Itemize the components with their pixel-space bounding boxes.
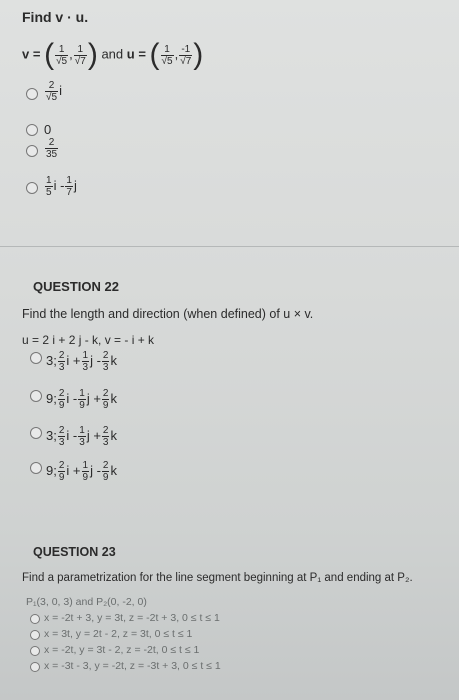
v-frac-2: $\frac{1}{√7}$ — [74, 43, 86, 67]
q22-option-4-radio[interactable] — [30, 462, 42, 474]
paren-close: ) — [87, 38, 98, 71]
q23-given: P₁(3, 0, 3) and P₂(0, -2, 0) — [26, 596, 147, 608]
q21-option-4[interactable]: $\frac{1}{5}$ i - $\frac{1}{7}$ j — [46, 175, 77, 198]
v-label: v = — [22, 46, 41, 62]
q22-option-4[interactable]: 9; $\frac{2}{9}$ i + $\frac{1}{9}$ j - $\frac{2}{9}$ k — [46, 460, 117, 483]
q22-option-3[interactable]: 3; $\frac{2}{3}$ i - $\frac{1}{3}$ j + $\frac{2}{3}$ k — [46, 425, 117, 448]
q23-prompt: Find a parametrization for the line segment beginning at P₁ and ending at P₂. — [22, 572, 413, 584]
q21-option-4-radio[interactable] — [26, 182, 38, 194]
q21-vectors: v = ( $\frac{1}{√5}$ , $\frac{1}{√7}$ ) and u = ( $\frac{1}{√5}$ , $\frac{-1}{√7}$ ) — [22, 38, 204, 71]
q22-given: u = 2 i + 2 j - k, v = - i + k — [22, 333, 155, 347]
q23-option-1[interactable]: x = -2t + 3, y = 3t, z = -2t + 3, 0 ≤ t ≤ 1 — [44, 612, 220, 624]
q23-option-1-radio[interactable] — [30, 614, 40, 624]
paren-open: ( — [44, 38, 55, 71]
q22-prompt: Find the length and direction (when defined) of u × v. — [22, 307, 314, 321]
q22-heading: QUESTION 22 — [33, 279, 119, 294]
q22-option-3-radio[interactable] — [30, 427, 42, 439]
v-frac-1: $\frac{1}{√5}$ — [56, 43, 68, 67]
q22-option-1-radio[interactable] — [30, 352, 42, 364]
q21-option-2[interactable]: 0 — [44, 122, 52, 137]
paren-close: ) — [193, 38, 204, 71]
section-divider — [0, 246, 459, 247]
q23-option-2[interactable]: x = 3t, y = 2t - 2, z = 3t, 0 ≤ t ≤ 1 — [44, 628, 193, 640]
and-label: and — [101, 46, 124, 62]
q22-option-2[interactable]: 9; $\frac{2}{9}$ i - $\frac{1}{9}$ j + $\frac{2}{9}$ k — [46, 388, 117, 411]
u-label: u = — [126, 46, 146, 62]
q23-option-4-radio[interactable] — [30, 662, 40, 672]
q21-option-3-radio[interactable] — [26, 145, 38, 157]
q23-heading: QUESTION 23 — [33, 545, 116, 559]
q23-option-2-radio[interactable] — [30, 630, 40, 640]
q23-option-3-radio[interactable] — [30, 646, 40, 656]
q22-option-1[interactable]: 3; $\frac{2}{3}$ i + $\frac{1}{3}$ j - $\frac{2}{3}$ k — [46, 350, 117, 373]
q21-option-1-radio[interactable] — [26, 88, 38, 100]
u-frac-2: $\frac{-1}{√7}$ — [180, 43, 192, 67]
q21-title: Find v · u. — [22, 9, 89, 25]
q21-option-2-radio[interactable] — [26, 124, 38, 136]
q23-option-4[interactable]: x = -3t - 3, y = -2t, z = -3t + 3, 0 ≤ t ≤ 1 — [44, 660, 221, 672]
paren-open: ( — [149, 38, 160, 71]
u-frac-1: $\frac{1}{√5}$ — [161, 43, 173, 67]
q23-option-3[interactable]: x = -2t, y = 3t - 2, z = -2t, 0 ≤ t ≤ 1 — [44, 644, 200, 656]
q21-option-1[interactable]: $\frac{2}{√5}$ i — [46, 80, 62, 103]
q22-option-2-radio[interactable] — [30, 390, 42, 402]
q21-option-3[interactable]: $\frac{2}{35}$ — [46, 137, 58, 160]
